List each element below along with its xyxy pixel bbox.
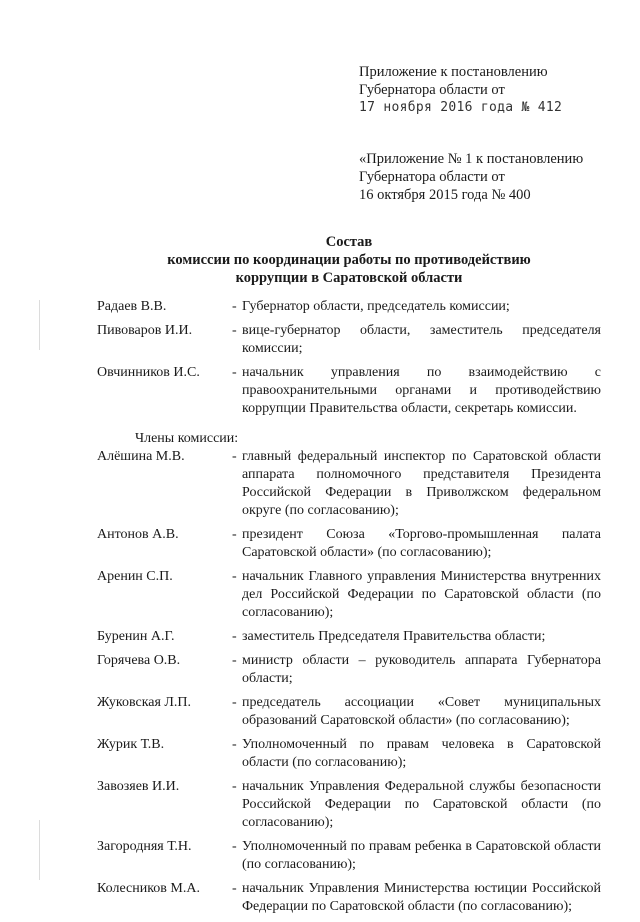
document-heading xyxy=(100,233,598,287)
dash-separator: - xyxy=(232,737,237,752)
person-role: председатель ассоциации «Совет муниципальных образований Саратовской области» (по согласованию); xyxy=(242,695,601,728)
commission-list xyxy=(97,298,601,922)
person-role: начальник Управления Министерства юстиции Российской Федерации по Саратовской области (по согласованию); xyxy=(242,881,601,914)
person-role: Уполномоченный по правам человека в Саратовской области (по согласованию); xyxy=(242,737,601,770)
dash-separator: - xyxy=(232,695,237,710)
commission-entry xyxy=(97,526,601,562)
members-list xyxy=(97,448,601,916)
commission-entry xyxy=(97,364,601,418)
appendix-original xyxy=(359,150,629,204)
appendix-current-date-stamp: 17 ноября 2016 года № 412 xyxy=(359,100,563,115)
commission-entry xyxy=(97,298,601,316)
person-name: Овчинников И.С. xyxy=(97,365,200,380)
person-role: начальник Управления Федеральной службы безопасности Российской Федерации по Саратовской области (по согласованию); xyxy=(242,779,601,830)
person-name: Радаев В.В. xyxy=(97,299,167,314)
commission-entry xyxy=(97,778,601,832)
dash-separator: - xyxy=(232,881,237,896)
dash-separator: - xyxy=(232,629,237,644)
dash-separator: - xyxy=(232,449,237,464)
appendix-original-line: Губернатора области от xyxy=(359,169,505,185)
commission-entry xyxy=(97,448,601,520)
commission-entry xyxy=(97,880,601,916)
dash-separator: - xyxy=(232,653,237,668)
commission-entry xyxy=(97,568,601,622)
commission-entry xyxy=(97,322,601,358)
heading-title: Состав xyxy=(325,234,373,250)
scan-margin-mark xyxy=(39,300,40,350)
person-role: вице-губернатор области, заместитель председателя комиссии; xyxy=(242,323,601,356)
person-name: Горячева О.В. xyxy=(97,653,181,668)
commission-entry xyxy=(97,838,601,874)
person-name: Загородняя Т.Н. xyxy=(97,839,192,854)
person-role: начальник управления по взаимодействию с правоохранительными органами и противодействию коррупции Правительства области, секретарь комиссии. xyxy=(242,365,601,416)
appendix-original-line: «Приложение № 1 к постановлению xyxy=(359,151,584,167)
person-name: Завозяев И.И. xyxy=(97,779,180,794)
commission-entry xyxy=(97,736,601,772)
commission-entry xyxy=(97,694,601,730)
members-label: Члены комиссии: xyxy=(135,431,239,446)
dash-separator: - xyxy=(232,527,237,542)
leaders-list xyxy=(97,298,601,418)
appendix-current-line: Губернатора области от xyxy=(359,82,505,98)
person-name: Журик Т.В. xyxy=(97,737,165,752)
person-name: Буренин А.Г. xyxy=(97,629,175,644)
commission-entry xyxy=(97,628,601,646)
heading-line: коррупции в Саратовской области xyxy=(235,270,463,286)
person-name: Антонов А.В. xyxy=(97,527,179,542)
dash-separator: - xyxy=(232,839,237,854)
person-role: главный федеральный инспектор по Саратовской области аппарата полномочного представителя Президента Российской Федерации в Приволжском федеральном округе (по согласованию); xyxy=(242,449,601,518)
dash-separator: - xyxy=(232,365,237,380)
commission-entry xyxy=(97,652,601,688)
person-role: президент Союза «Торгово-промышленная палата Саратовской области» (по согласованию); xyxy=(242,527,601,560)
person-role: заместитель Председателя Правительства области; xyxy=(242,629,546,644)
dash-separator: - xyxy=(232,779,237,794)
person-name: Жуковская Л.П. xyxy=(97,695,192,710)
person-name: Аренин С.П. xyxy=(97,569,173,584)
person-name: Колесников М.А. xyxy=(97,881,200,896)
scan-margin-mark xyxy=(39,820,40,880)
person-name: Пивоваров И.И. xyxy=(97,323,193,338)
appendix-current xyxy=(359,63,629,117)
person-role: Губернатор области, председатель комиссии; xyxy=(242,299,510,314)
person-role: начальник Главного управления Министерства внутренних дел Российской Федерации по Саратовской области (по согласованию); xyxy=(242,569,601,620)
appendix-original-line: 16 октября 2015 года № 400 xyxy=(359,187,531,203)
dash-separator: - xyxy=(232,323,237,338)
dash-separator: - xyxy=(232,569,237,584)
person-name: Алёшина М.В. xyxy=(97,449,185,464)
person-role: Уполномоченный по правам ребенка в Саратовской области (по согласованию); xyxy=(242,839,601,872)
heading-line: комиссии по координации работы по противодействию xyxy=(167,252,531,268)
person-role: министр области – руководитель аппарата Губернатора области; xyxy=(242,653,601,686)
dash-separator: - xyxy=(232,299,237,314)
appendix-current-line: Приложение к постановлению xyxy=(359,64,548,80)
